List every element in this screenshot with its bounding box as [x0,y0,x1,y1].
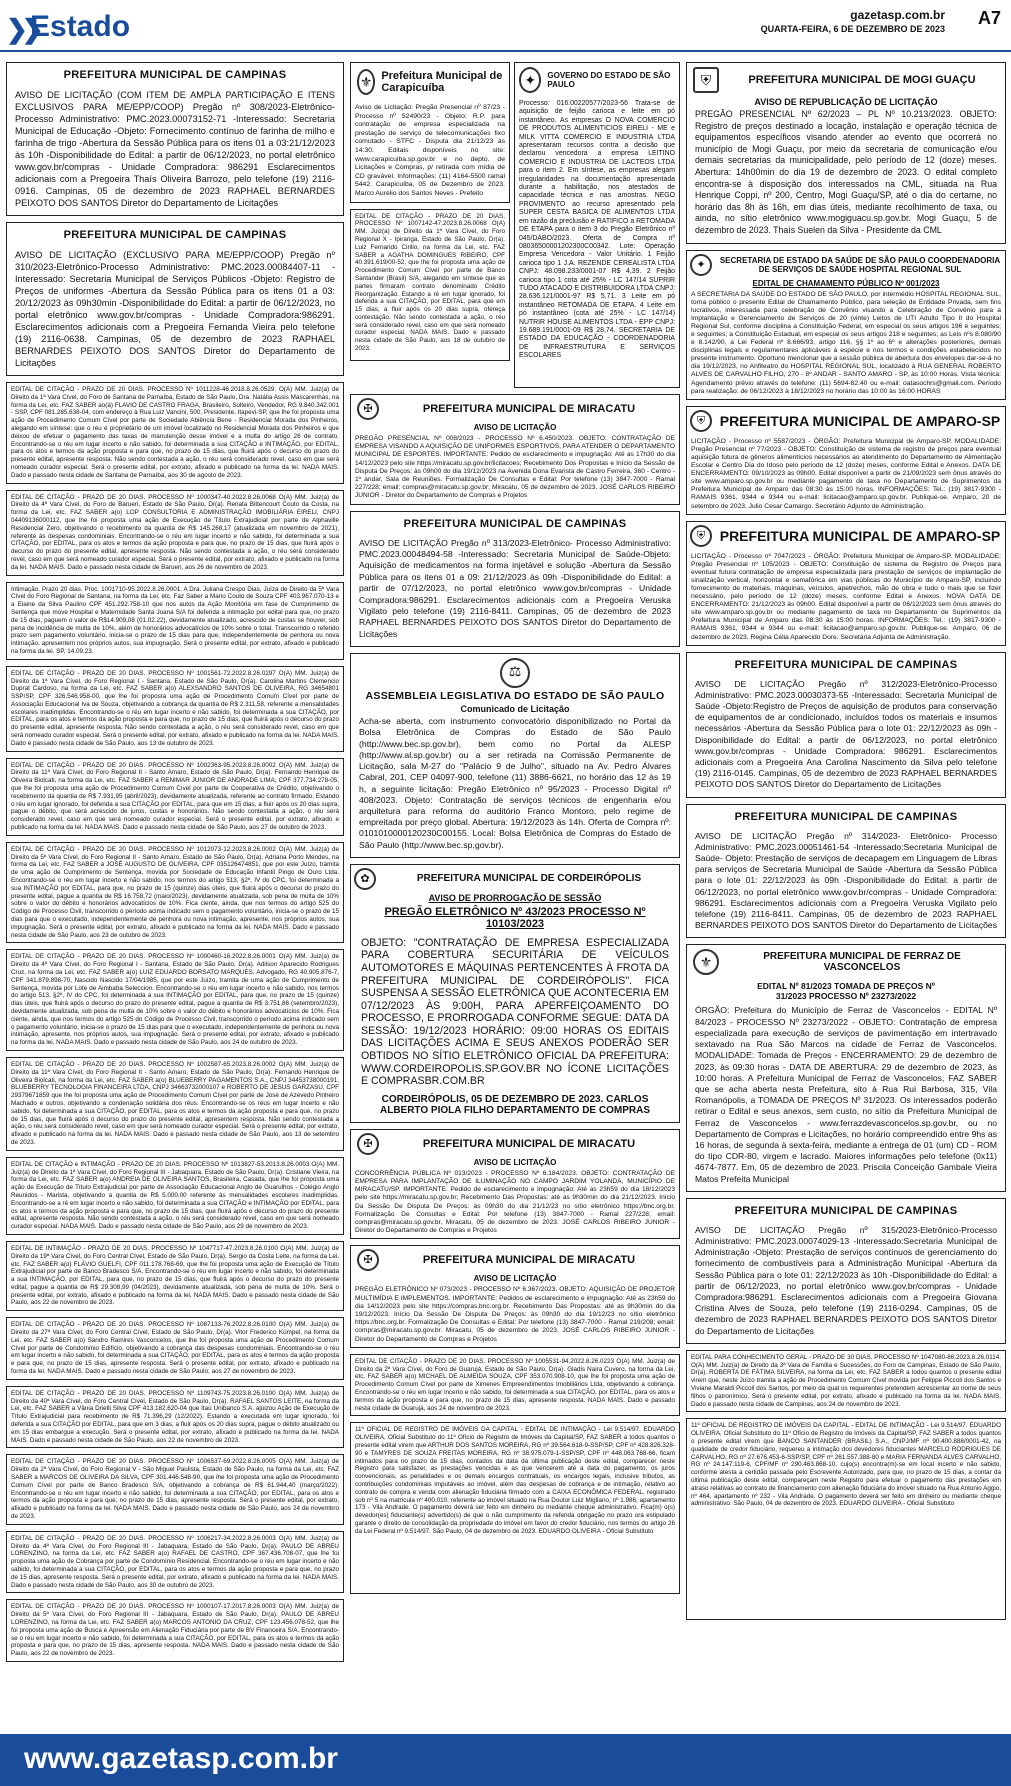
notice-title: PREFEITURA MUNICIPAL DE AMPARO-SP [719,527,1001,544]
notice-body: AVISO DE LICITAÇÃO Pregão nº 313/2023-Eletrônico- Processo Administrativo: PMC.2023.00048494-58 -Interessado: Secretaria Municipal de Saúde-Objeto: Aquisição de medicamentos na forma injetável e solução -Abertura da Sessão Pública para os itens 01 a 09: 21/12/2023 às 09h -Disponibilidade do Edital: a partir de 07/12/2023, no portal eletrônico www.gov.br/compras - Unidade Compradora:986291. Esclarecimentos adicionais com a Pregoeira Veruska Vigilato pelo telefone (19) 2116-8411. Campinas, 05 de dezembro de 2023 RAPHAEL BERNARDES PEIXOTO DOS SANTOS Diretor do Departamento de Licitações [359,537,671,639]
edital-text: Intimação. Prazo 20 dias. Proc. 1001710-95.2022.8.26.0001. A Dra. Juliana Crespo Dias, Juíza de Direito da 5ª Vara Cível do Foro Regional de Santana, na forma da Lei, etc. Faz Saber a Mario Couto de Souza CPF 403.967.070-13 e a Elaine da Silva Paulino CPF 451.292.758-10 que nos autos da Ação Monitória em fase de Cumprimento de Sentença que move Hospital e Maternidade Santa Joana S/A foi deferida a intimação por edital para que, no prazo de 15 dias, paguem o valor de R$14.909,08 (01.02.22), devidamente atualizado, acrescido de custas se houver, sob pena de incidência de multa de 10%, além de honorários advocatícios de 10% sobre o total. Transcorrido o referido prazo sem pagamento voluntário, inicia-se o prazo de 15 dias para que, independentemente de penhora ou nova intimação, apresentem nos próprios autos, sua impugnação. Será o presente edital, por extrato, afixado e publicado na forma da lei. SP, 14.09.23. [11,585,339,655]
notice-body: A SECRETARIA DA SAÚDE DO ESTADO DE SÃO PAULO, por intermédio HOSPITAL REGIONAL SUL, torna público o presente Edital de Chamamento Público, para seleção de Entidade Privada, sem fins lucrativos, interessada para celebração de Convênio visando a Celebração de Convênio para a Implantação e Gerenciamento de Serviços de 20 (vinte) Leitos de UTI Adulto Tipo II do Hospital Regional Sul, conforme disciplina a Constituição Federal, em especial os seus artigos 196 e seguintes; e seguintes; a Constituição Estadual, em especial os seus artigos 218 e seguintes; as Leis nºs 8.080/90 e 8.142/90, a Lei Federal nº 8.666/93, artigo 116, §§ 1º ao 6º e alterações posteriores, demais disciplinas legais e regulamentares aplicáveis à espécie e nos termos e condições estabelecidos no presente instrumento. Oportuno mencionar que a sessão pública de abertura dos envelopes dar-se-á no dia 19/12/2023, no Anfiteatro do HOSPITAL REGIONAL SUL, localizado à RUA GENERAL ROBERTO ALVES DE CARVALHO FILHO, 270 - 8º ANDAR - SANTO AMARO - SP, às 10:00 Horas. Vista técnica: Agendamento prévio através do telefone: (11) 5694-82.40 ou e-mail: oatasochrs@gmail.com. Período para realização: de 06/12/2023 à 18/12/2023 no horário das 10:00 às 16:00 HORAS [691,290,1001,395]
ferraz-notice [686,944,1006,1191]
notice-body: Processo: 016.00220577/2023-56 Trata-se de aquisição de feijão carioca e leite em pó instantâneo. As empresas O NOVA COMERCIO DE PRODUTOS ALIMENTICIOS EIRELI - ME e MILK VITTA COMERCIO E INDUSTRIA LTDA apresentaram recursos contra a decisão que declarou vencedora a empresa LEITINO COMERCIO E INDUSTRIA DE LACTEOS LTDA para o item 2. Em síntese, as empresas alegam irregularidades na documentação apresentada durante a habilitação, nos atestados de capacidade técnica e nas amostras. NEGO PROVIMENTO ao recurso apresentado pela SUPER CESTA BASICA DE ALIMENTOS LTDA em razão da preclusão e RATIFICO a RETOMADA DE ETAPA para o item 3 do Pregão Eletrônico nº 045/DABO/2023. Oferta de Compra nº 08036500001202300C00342. Lote: Operação Empresa Vencedora - Valor Unitário. 1 Feijão carioca tipo 1 J.A. REZENDE CEREALISTA LTDA CNPJ: 48.098.233/0001-07 R$ 4,39. 2 Feijão carioca tipo 1 cota até 25% - LC 147/14 SUPRIR TUDO ATACADO E DISTRIBUIDORA LTDA CNPJ: 28.636.121/0001-97 R$ 5,71. 3 Leite em pó instantâneo RETOMADA DE ETAPA. 4 Leite em pó instantâneo (cota até 25% - LC 147/14) NUTRIR HOUSE ALIMENTOS LTDA - EPP CNPJ: 19.689.191/0001-09 R$ 28,74. SECRETARIA DE ESTADO DA EDUCAÇÃO - COORDENADORIA DE INFRAESTRUTURA E SERVIÇOS ESCOLARES [519,100,675,360]
mogi-guacu-seal-icon: ⛨ [693,67,719,93]
edital-campinas-familia [686,1350,1006,1413]
notice-title: PREFEITURA MUNICIPAL DE FERRAZ DE VASCONCELOS [763,951,961,974]
edital-block [6,758,344,836]
edital-list [6,382,344,1662]
carapicuiba-seal-icon: ⚜ [357,69,375,95]
notice-title: PREFEITURA MUNICIPAL DE CAMPINAS [734,1204,958,1217]
cordeiropolis-seal-icon: ✿ [354,868,376,890]
miracatu-notice-1 [350,394,680,505]
edital-text: EDITAL DE CITAÇÃO - PRAZO DE 20 DIAS. PROCESSO Nº 1002587-65.2023.8.26.0002 O(A) MM. Juiz(a) de Direito da 11ª Vara Cível, do Foro Regional II - Santo Amaro, Estado de São Paulo, Dr(a). Fernando Henrique de Oliveira Biolcati, na forma da Lei, etc. FAZ SABER a(o) BLUEBERRY PAGAMENTOS S.A., CNPJ 34453738000191, BLUEBERRY TECNOLOGIA FINANCEIRA LTDA, CNPJ 34663732000107 e ROBERTO DE JESUS GARZASU, CPF 29379671859 que lhe foi proposta uma ação de Procedimento Comum Cível por parte de José de Azevedo Pinheiro Machado e outros, objetivando a condenação solidária dos réus. Encontrando-se os réus em lugar incerto e não sabido, foi determinada a sua CITAÇÃO, por EDITAL, para os atos e termos da ação proposta e para que, no prazo de 15 dias, que fluirá após o decurso do prazo do presente edital, apresentem resposta. Não sendo contestada a ação, o réu será considerado revel, caso em que será nomeado curador especial. Será o presente edital, por extrato, afixado e publicado na forma da lei. NADA MAIS. Dado e passado nesta cidade de São Paulo, aos 13 de setembro de 2023. [11,1060,339,1146]
edital-carapicuiba [350,209,510,361]
edital-block [6,1454,344,1524]
notice-body: PREGÃO ELETRÔNICO Nº 073/2023 - PROCESSO Nº 6.367/2023. OBJETO: AQUISIÇÃO DE PROJETOR MULTIMÍDIA E IMPLEMENTOS. IMPORTANTE: Pedidos de esclarecimento e impugnação: Até as 23h59 do dia 14/12/2023 pelo site https://compras.bnc.org.br. Recebimento Das Propostas: até as 9h30min do dia 19/12/2023. Início Da Sessão De Disputa De Preços: às 09h30 do dia 19/12/23 no sítio eletrônico https://bnc.org.br. Formalização De Consultas e Edital: Por telefone (13) 3847-7000 - Ramal 219/208; email: compras@miracatu.sp.gov.br. Miracatu, 05 de dezembro de 2023. JOSÉ CARLOS RIBEIRO JUNIOR - Diretor do Departamento de Compras e Projetos [355,1286,675,1343]
campinas-notice-310 [6,222,344,376]
edital-text: 11º OFICIAL DE REGISTRO DE IMÓVEIS DA CAPITAL - EDITAL DE INTIMAÇÃO - Lei 9.514/97. EDUARDO OLIVEIRA, Oficial Substituto do 11º Ofício de Registro de Imóveis da Capital/SP, FAZ SABER a todos quantos o presente edital virem que BANCO SANTANDER (BRASIL) S.A., CNPJ/MF nº 90.400.888/0001-42, na qualidade de credor fiduciário, requereu a intimação dos devedores fiduciantes MARCELO RODRIGUES DE CARVALHO, RG nº 27.676.453-6-SSP/SP, CPF nº 261.557.388-80 e MARIA FERNANDA ALVES CARVALHO, RG nº 24.147.119-6, CPF/MF nº 290.463.868-10, cujo(s) encontra(m)-se em local incerto e não sabido, conforme atesta a certidão passada pelo Escrevente Autorizado, para que, no prazo de 15 dias, a contar da última publicação deste edital, compareçam neste Registro para efetuar o pagamento das prestações em atraso relativas ao contrato de financiamento com alienação fiduciária do imóvel situado na Rua Antonio Aggio, nº 464, apartamento nº 232 - Vila Andrade. O pagamento deverá ser feito em dinheiro ou mediante cheque administrativo. São Paulo, 04 de dezembro de 2023. EDUARDO OLIVEIRA - Oficial Substituto [691,1422,1001,1508]
edital-block [6,666,344,752]
notice-body: LICITAÇÃO - Processo nº 5587/2023 - ÓRGÃO: Prefeitura Municipal de Amparo-SP. MODALIDADE: Pregão Presencial nº 77/2023 - OBJETO: Constituição de sistema de registro de preços para eventual aquisição futura de gêneros alimentícios necessários ao atendimento do Departamento de Alimentação Escolar e Centro Dia do Idoso pelo período de 12 (doze) meses, conforme Edital e Anexos. DATA DE ENCERRAMENTO: 09/10/2023 às 09h00. Edital disponível a partir de 21/09/2023 sem ônus através do site www.amparo.sp.gov.br ou mediante pagamento de taxa no Departamento de Suprimentos da Prefeitura Municipal de Amparo das 08:30 às 15:00 horas. INFORMAÇÕES: Tel.: (19) 3817-9300 - RAMAIS 9361, 9344 e 9344 ou e-mail: licitacao@amparo.sp.gov.br. Publique-se. Amparo, 20 de setembro de 2023. Julio Cesar Camargo. Secretário Adjunto de Administração. [691,437,1001,510]
edital-guaruja [350,1354,680,1417]
edital-block [6,1317,344,1380]
miracatu-notice-2 [350,1129,680,1240]
notice-title: PREFEITURA MUNICIPAL DE MIRACATU [422,403,636,415]
notice-body: ÓRGÃO: Prefeitura do Município de Ferraz de Vasconcelos - EDITAL Nº 84/2023 - PROCESSO Nº 23273/2022 - OBJETO: Contratação de empresa especializada para execução de serviços de pavimentação em intertravado sextavado na Rua São Marcos na cidade de Ferraz de Vasconcelos. MODALIDADE: Tomada de Preços - ENCERRAMENTO: 29 de dezembro de 2023, às 09:30 horas - DATA DE ABERTURA: 29 de dezembro de 2023, às 10:00 horas. A Prefeitura Municipal de Ferraz de Vasconcelos, FAZ SABER que se acha aberta nesta Prefeitura, sito à Rua Rui Barbosa, 315, Vila Romanópolis, a TOMADA DE PREÇOS Nº 31/2023. Os interessados poderão retirar o Edital e seus anexos, sem custo, no sítio da Prefeitura Municipal de Ferraz de Vasconcelos - www.ferrazdevasconcelos.sp.gov.br, ou no Departamento de Compras e Licitações, no horário compreendido entre 9hs as 16 horas, de segunda à sexta-feira, mediante a entrega de 01 (um) CD - ROM do tipo CDR-80, virgem e lacrado. Maiores informações pelo telefone (0x11) 4674-7877. Em, 05 de dezembro de 2023. Priscila Conceição Gambale Vieira Matos Prefeita Municipal [695,1005,997,1184]
ferraz-seal-icon: ⚜ [693,949,719,975]
edital-block [6,1531,344,1594]
edital-text: 11º OFICIAL DE REGISTRO DE IMÓVEIS DA CAPITAL - EDITAL DE INTIMAÇÃO - Lei 9.514/97. EDUARDO OLIVEIRA, Oficial Substituto do 11º Ofício de Registro de Imóveis da Capital/SP, FAZ SABER a todos quantos o presente edital virem que ARTHUR DOS SANTOS MOREIRA, RG nº 39.564.618-9-SSP/SP, CPF nº 428.826.328-90 e TAMYRES DE SOUZA FREITAS MOREIRA, RG nº 38.975.079-1-SSP/SP, CPF nº 448.063.768-66, ficam intimados para no prazo de 15 dias, contados da data da última publicação deste edital, comparecer neste Registro para satisfazer, as prestações vencidas e as que vencerem até a data do pagamento, os juros convencionais, as penalidades e os demais encargos contratuais, os encargos legais, inclusive tributos, as contribuições condominiais imputáveis ao imóvel, além das despesas de cobrança e de intimação, relativo ao contrato de compra e venda com alienação fiduciária firmado com a CAIXA ECONÔMICA FEDERAL, registrado sob nº 5 na matrícula nº 400.010, referente ao imóvel situado na Rua Doutor Luiz Migliano, nº 1.986, apartamento 173 - Vila Andrade. O pagamento deverá ser feito em dinheiro ou mediante cheque administrativo. Fica(m) o(s) devedor(es) fiduciante(s) advertido(s) de que o não cumprimento da referida obrigação no prazo ora estipulado garante o direito de consolidação da propriedade do imóvel em favor do credor fiduciário, nos termos do artigo 26 da Lei Federal nº 9.514/97. São Paulo, 04 de dezembro de 2023. EDUARDO OLIVEIRA - Oficial Substituto [355,1426,675,1535]
saude-sp-notice [686,250,1006,400]
edital-registro-imoveis-2 [686,1418,1006,1620]
notice-subtitle: AVISO DE REPUBLICAÇÃO DE LICITAÇÃO [754,97,938,107]
notice-body: LICITAÇÃO - Processo nº 7047/2023 - ÓRGÃO: Prefeitura Municipal de Amparo-SP. MODALIDADE: Pregão Presencial nº 105/2023 - OBJETO: Constituição de sistema de Registro de Preços para eventual futura contratação de empresa especializada para prestação de serviços de implantação de sinalização vertical, horizontal e semafórica em vias públicas do Município de Amparo-SP, incluindo fornecimento de materiais, máquinas, veículos, apetrechos, mão de obra e tudo o mais que se fizer necessário, pelo período de 12 (doze) meses, conforme Edital e Anexos. NOVA DATA DE ENCERRAMENTO: 21/12/2023 às 09h00. Edital disponível a partir de 06/12/2023 sem ônus através do site www.amparo.sp.gov.br ou mediante pagamento de taxa no Departamento de Suprimentos da Prefeitura Municipal de Amparo das 08:30 às 15:00 horas. INFORMAÇÕES: Tel.: (19) 3817-9300 - RAMAIS 9361, 9344 e 9344 ou e-mail: licitacao@amparo.sp.gov.br. Publique-se. Amparo, 06 de dezembro de 2023. Regina Célia Aparecido Dore. Secretária Adjunta de Administração. [691,552,1001,641]
notice-subtitle: AVISO DE PRORROGAÇÃO DE SESSÃO [428,892,602,903]
miracatu-seal-icon: ✠ [357,398,379,420]
cordeiropolis-notice [350,864,680,1123]
page-number: A7 [977,8,1001,28]
edital-text: EDITAL DE CITAÇÃO - PRAZO DE 20 DIAS. PROCESSO Nº 1000347-40.2022.8.26.0068 O(A) MM. Juiz(a) de Direito da 4ª Vara Cível, do Foro de Barueri, Estado de São Paulo, Dr(a). Renata Bittencourt Couto da Costa, na forma da Lei, etc. FAZ SABER a(o) LOP CONSULTORIA E ADMINISTRAÇÃO IMOBILIÁRIA EIRELI, CNPJ 04409136000112, que lhe foi proposta uma ação de Execução de Título Extrajudicial por parte de Alphaville Residencial Zero, objetivando o recebimento da quantia de R$ 145.268,17 (atualizada em novembro de 2021), referente às despesas condominiais. Encontrando-se o réu em lugar incerto e não sabido, foi determinada a sua CITAÇÃO, por EDITAL, para os atos e termos da ação proposta e para que, no prazo de 15 dias, que fluirá após o decurso do prazo do presente edital, apresente resposta. Não sendo contestada a ação, o réu será considerado revel, caso em que será nomeado curador especial. Será o presente edital, por extrato, afixado e publicado na forma da lei. NADA MAIS. Dado e passado nesta cidade de Barueri, aos 26 de novembro de 2023. [11,493,339,571]
notice-body: Aviso de Licitação: Pregão Presencial nº 87/23 - Processo nº 52490/23 - Objeto: R.P. para contratação de empresa especializada na prestação de serviço de telecomunicações fixo comutado - STFC - Disputa dia 21/12/23 às 14:30. Editais disponíveis no site: www.carapicuiba.sp.gov.br e no depto. de Licitações e Compras, p/ retirada com mídia de CD gravável. Informações: (11) 4164-5500 ramal 5442. Carapicuíba, 05 de Dezembro de 2023. Marco Aurélio dos Santos Neves - Prefeito [355,104,505,197]
notice-subtitle: EDITAL DE CHAMAMENTO PÚBLICO Nº 001/2023 [752,278,940,288]
site-url[interactable]: gazetasp.com.br [850,8,945,22]
notice-body: PREGÃO PRESENCIAL Nº 62/2023 – PL Nº 10.213/2023. OBJETO: Registro de preços destinado a locação, instalação e operação técnica de equipamentos específicos visando atender ao evento que ocorrerá no município de Mogi Guaçu, por meio da secretaria de comunicação e/ou demais secretarias da municipalidade, pelo período de 12 (doze) meses. Abertura: 14h00min do dia 19 de dezembro de 2023. O edital completo encontra-se à disposição dos interessados na CML, situada na Rua Henrique Coppi, nº 200, Centro, Mogi Guaçu/SP, até o dia do certame, no horário das 8h às 16h, em dias úteis, mediante recolhimento de taxa, ou ainda, no sítio eletrônico www.mogiguacu.sp.gov.br. Mogi Guaçu, 5 de dezembro de 2023. Thaís Suelen da Silva - Presidente da CML [695,109,997,235]
masthead [0,0,1011,52]
edital-text: EDITAL DE CITAÇÃO - PRAZO DE 20 DIAS. PROCESSO Nº 1001561-72.2022.8.26.0297 O(A) MM. Juiz(a) de Direito da 1ª Vara Cível, do Foro Regional I - Santana, Estado de São Paulo, Dr(a). Carolina Martins Clemencio Duprat Cardoso, na forma da Lei, etc. FAZ SABER a(o) ALEXSANDRO SANTOS DE OLIVEIRA, RG 34654801 SSP/SP, CPF 326.546.958-00, que lhe foi proposta uma ação de Procedimento Comum Cível por parte de Associação Educacional Iva de Souza, objetivando a cobrança da quantia de R$ 2.311,58, referente a mensalidades escolares inadimplidas. Encontrando-se o réu em lugar incerto e não sabido, foi determinada a sua CITAÇÃO, por EDITAL, para os atos e termos da ação proposta e para que, no prazo de 15 dias, que fluirá após o decurso do prazo do presente edital, apresente resposta. Não sendo contestada a ação, o réu será considerado revel, caso em que será nomeado curador especial. Será o presente edital, por extrato, afixado e publicado na forma da lei. NADA MAIS. Dado e passado nesta cidade de São Paulo, aos 13 de outubro de 2023. [11,669,339,747]
footer-url[interactable]: www.gazetasp.com.br [24,1742,338,1775]
section-title: Estado [30,10,131,43]
notice-title: PREFEITURA MUNICIPAL DE CAMPINAS [63,69,287,81]
notice-heading: PREGÃO ELETRÔNICO Nº 43/2023 PROCESSO Nº 10103/2023 [384,905,646,930]
edital-text: EDITAL DE CITAÇÃO - PRAZO DE 20 DIAS. PROCESSO Nº 1109743-75.2023.8.26.0100 O(A) MM. Juiz(a) de Direito da 40ª Vara Cível, do Foro Central Cível, Estado de São Paulo, Dr(a). RAFAEL SANTOS LEITE, na forma da Lei, etc. FAZ SABER a Vânia Drielli Silva CPF 413.182.620-04 que Itaú Unibanco S.A. ajuizou Ação de Execução de Título Extrajudicial para recebimento de R$ 71.396,29 (12/2022). Estando a executada em lugar ignorado, foi deferida a sua CITAÇÃO por EDITAL, para que em 3 dias, a fluir após os 20 dias supra, pague o débito atualizado ou em 15 dias embargue a execução. Será o presente edital, por extrato, afixado e publicado na forma da lei. NADA MAIS. Dado e passado nesta cidade de São Paulo, aos 22 de novembro de 2023. [11,1389,339,1444]
edital-text: EDITAL DE CITAÇÃO - PRAZO DE 20 DIAS. PROCESSO Nº 1005531-94.2022.8.26.0223 O(A) MM. Juiz(a) de Direito da 2ª Vara Cível, do Foro de Guarujá, Estado de São Paulo, Dr(a). Gladis Naira Cuvero, na forma da Lei, etc. FAZ SABER a(o) MICHAEL DE ALMEIDA SOUZA, CPF 353.070.908-10, que lhe foi proposta uma ação de Procedimento Comum Cível por parte de Ximenes Empreendimentos Imobiliários Ltda, objetivando a cobrança. Encontrando-se o réu em lugar incerto e não sabido, foi determinada a sua CITAÇÃO, por EDITAL, para os atos e termos da ação proposta e para que, no prazo de 15 dias, apresente resposta. NADA MAIS. Dado e passado nesta cidade de Guarujá, aos 24 de novembro de 2023. [355,1357,675,1412]
campinas-notice-314 [686,804,1006,939]
amparo-seal-icon: ⛨ [690,410,712,432]
notice-body: AVISO DE LICITAÇÃO (EXCLUSIVO PARA ME/EPP/COOP) Pregão nº 310/2023-Eletrônico-Processo Administrativo: PMC.2023.00084407-11 -Interessado: Secretaria Municipal de Serviços Públicos -Objeto: Registro de Preços de uniformes -Abertura da Sessão Pública para os itens 01 a 03: 20/12/2023 às 09h30min -Disponibilidade do Edital: a partir de 06/12/2023, no portal eletrônico www.gov.br/compras - Unidade Compradora:986291. Esclarecimentos adicionais com a Pregoeira Fernanda Vieira pelo telefone (19) 2116-0638. Campinas, 05 de dezembro de 2023 RAPHAEL BERNARDES PEIXOTO DOS SANTOS Diretor do Departamento de Licitações [15,250,335,368]
alesp-seal-icon: ⚖ [500,658,530,688]
notice-subtitle: Comunicado de Licitação [460,704,570,715]
state-seal-icon: ✦ [519,67,541,93]
miracatu-seal-icon: ✠ [357,1133,379,1155]
notice-body: AVISO DE LICITAÇÃO Pregão nº 315/2023-Eletrônico-Processo Administrativo: PMC.2023.00074029-13 -Interessado:Secretaria Municipal de Administração -Objeto: Prestação de serviços contínuos de gerenciamento do fornecimento de combustíveis para a Administração Municipal -Abertura da Sessão Pública para o lote 01: 22/12/2023 às 10h -Disponibilidade do Edital: a partir de 06/12/2023, no portal eletrônico www.gov.br/compras - Unidade Compradora:986291. Esclarecimentos adicionais com a Pregoeira Giovana Cristina Alves de Souza, pelo telefone (19) 2116-0294. Campinas, 05 de dezembro de 2023 RAPHAEL BERNARDES PEIXOTO DOS SANTOS Diretor do Departamento de Licitações [695,1224,997,1336]
miracatu-notice-3 [350,1245,680,1347]
notice-title: PREFEITURA MUNICIPAL DE CAMPINAS [734,658,958,671]
notice-title: SECRETARIA DE ESTADO DA SAÚDE DE SÃO PAULO COORDENADORIA DE SERVIÇOS DE SAÚDE HOSPITAL REGIONAL SUL [719,255,1001,274]
edital-text: EDITAL DE CITAÇÃO - PRAZO DE 20 DIAS. PROCESSO Nº 1006217-34.2022.8.26.0003 O(A) MM. Juiz(a) de Direito da 4ª Vara Cível, do Foro Regional III - Jabaquara, Estado de São Paulo, Dr(a). PAULO DE ABREU LORENZINO, na forma da Lei, etc. FAZ SABER a(o) RAFAEL DE CASTRO, CPF 367.436.708-07, que lhe foi proposta uma ação de Cobrança por parte de Condomínio Residencial. Encontrando-se o réu em lugar incerto e não sabido, foi determinada a sua CITAÇÃO, por EDITAL, para os atos e termos da ação proposta e para que, no prazo de 15 dias, apresente resposta. Será o presente edital, por extrato, afixado e publicado na forma da lei. NADA MAIS. Dado e passado nesta cidade de São Paulo, aos 30 de outubro de 2023. [11,1534,339,1589]
notice-subtitle: AVISO DE LICITAÇÃO [473,423,557,432]
edital-text: EDITAL DE CITAÇÃO - PRAZO DE 20 DIAS. PROCESSO Nº 1007142-47.2023.8.26.0068 O(A) MM. Juiz(a) de Direito da 1ª Vara Cível, do Foro Regional X - Ipiranga, Estado de São Paulo, Dr(a). Luiz Fernando Cirillo, na forma da Lei, etc. FAZ SABER a AGATHA DOMINGUES RIBEIRO, CPF 40.391.619/00-52, que lhe foi proposta uma ação de Procedimento Comum Cível por parte de Banco Santander (Brasil) S/A, alegando em síntese que as partes firmaram contrato denominado Crédito Reorganização. Estando a ré em lugar ignorado, foi deferida a sua CITAÇÃO, por EDITAL, para que em 15 dias, a fluir após os 20 dias supra, ofereça contestação. Não sendo contestada a ação, o réu será considerado revel, caso em que será nomeado curador especial. NADA MAIS. Dado e passado nesta cidade de São Paulo, aos 18 de outubro de 2023. [355,212,505,353]
notice-body: OBJETO: "CONTRATAÇÃO DE EMPRESA ESPECIALIZADA PARA COBERTURA SECURITÁRIA DE VEÍCULOS AUTOMOTORES E MÁQUINAS PERTENCENTES À FROTA DA PREFEITURA MUNICIPAL DE CORDEIRÓPOLIS". FICA SUSPENSA A SESSÃO ELETRÔNICA QUE ACONTECERIA EM 07/12/2023 ÀS 9:00H, PARA APERFEIÇOAMENTO DO PROCESSO, E PRORROGADA CONFORME SEGUE: DATA DA SESSÃO: 19/12/2023 HORÁRIO: 09:00 HORAS OS EDITAIS DAS LICITAÇÕES ACIMA E SEUS ANEXOS PODERÃO SER OBTIDOS NO SÍTIO ELETRÔNICO OFICIAL DA PREFEITURA: WWW.CORDEIROPOLIS.SP.GOV.BR NO ÍCONE LICITAÇÕES E COMPRASBR.COM.BR [361,936,669,1088]
notice-body: PREGÃO PRESENCIAL Nº 008/2023 - PROCESSO Nº 6.450/2023. OBJETO: CONTRATAÇÃO DE EMPRESA VISANDO A AQUISIÇÃO DE UNIFORMES ESPORTIVOS, PARA ATENDER O DEPARTAMENTO MUNICIPAL DE ESPORTES. IMPORTANTE: Pedido de esclarecimento e impugnação: Até as 17h30 do dia 14/12/2023 pelo site https://miracatu.sp.gov.br/licitacoes; Recebimento Dos Propostas e Início da Sessão de Disputa De Preços: às 09h00 do dia 19/12/2023 na Avenida Dona Evarista de Castro Ferreira, 360 - Centro - 1º andar, Sala de Reuniões. Formalização De Consultas e Edital: Por telefone (13) 3847-7000 - Ramal 227/228; email: compras@miracatu.sp.gov.br; Miracatu, 05 de dezembro de 2023. JOSÉ CARLOS RIBEIRO JUNIOR - Diretor do Departamento de Compras e Projetos [355,435,675,500]
state-seal-icon: ✦ [690,254,712,276]
amparo-seal-icon: ⛨ [690,525,712,547]
edital-text: EDITAL DE CITAÇÃO - PRAZO DE 20 DIAS. PROCESSO Nº 1006537-69.2022.8.26.0005 O(A) MM. Juiz(a) de Direito da 2ª Vara Cível, do Foro Regional V - São Miguel Paulista, Estado de São Paulo, na forma da Lei, etc. FAZ SABER a MARCOS DE OLIVEIRA DA SILVA, CPF 301.446.548-90, que lhe foi proposta uma ação de Procedimento Comum Cível por parte de Banco Bradesco S/A, objetivando a cobrança de R$ 61.944,40 (março/2022). Encontrando-se o réu em lugar incerto e não sabido, foi determinada a sua CITAÇÃO, por EDITAL, para os atos e termos da ação proposta e para que, no prazo de 15 dias, apresente resposta. Será o presente edital, por extrato, afixado e publicado na forma da lei. NADA MAIS. Dado e passado nesta cidade de São Paulo, aos 24 de novembro de 2023. [11,1458,339,1521]
edital-text: EDITAL DE CITAÇÃO e INTIMAÇÃO - PRAZO DE 20 DIAS. PROCESSO Nº 1013827-53.2013.8.26.0003 O(A) MM. Juiz(a) de Direito da 1ª Vara Cível, do Foro Regional III - Jabaquara, Estado de São Paulo, Dr(a). Cristiane Vieira, na forma da Lei, etc. FAZ SABER a(o) ANDREIA DE OLIVEIRA SANTOS, Brasileira, Casada, que lhe foi proposta uma ação de Execução de Título Extrajudicial por parte de Associação Educacional Anglo de Guarulhos - Colégio Anglo Reunidos - Marista, objetivando a quantia de R$ 5.000,00 referente às mensalidades escolares inadimplidas. Encontrando-se a ré em lugar incerto e não sabido, foi determinada a sua CITAÇÃO e INTIMAÇÃO por EDITAL, para os atos e termos da ação proposta e para que, no prazo de 15 dias, que fluirá após o decurso do prazo do presente edital, apresente resposta. Não sendo contestada a ação, o réu será considerado revel, caso em que será nomeado curador especial. NADA MAIS. Dado e passado nesta cidade de São Paulo, aos 29 de novembro de 2023. [11,1160,339,1231]
notice-title: PREFEITURA MUNICIPAL DE CAMPINAS [734,810,958,823]
column-middle [350,62,680,1720]
notice-subtitle: AVISO DE LICITAÇÃO [473,1157,557,1167]
mogi-guacu-notice [686,62,1006,244]
edital-text: EDITAL PARA CONHECIMENTO GERAL - PRAZO DE 30 DIAS. PROCESSO Nº 1047080-86.2023.8.26.0114. O(A) MM. Juiz(a) de Direito da 3ª Vara de Família e Sucessões, do Foro de Campinas, Estado de São Paulo, Dr(a). ROBERTA DE FÁTIMA SILVEIRA, na forma da Lei, etc. FAZ SABER a todos quantos o presente edital virem que, neste Juízo tramita a ação de Procedimento Comum Cível movida por Felippe Piccoli dos Santos e Viviane Maraldi Piccoli dos Santos, por meio da qual os requerentes pretendem acrescentar ao nome de seus filhos o patronímico. Será o presente edital, por extrato, afixado e publicado na forma da lei. NADA MAIS. Dado e passado nesta cidade de Campinas, aos 24 de novembro de 2023. [691,1353,1001,1408]
notice-heading: EDITAL Nº 81/2023 TOMADA DE PREÇOS Nº 31/2023 PROCESSO Nº 23273/2022 [757,981,935,1002]
edital-text: EDITAL DE CITAÇÃO - PRAZO DE 20 DIAS. PROCESSO Nº 1000460-16.2022.8.26.0001 O(A) MM. Juiz(a) de Direito da 4ª Vara Cível, do Foro Regional I - Santana, Estado de São Paulo, Dr(a). Adilson Aparecido Rodrigues Cruz, na forma da Lei, etc. FAZ SABER a(o) LUIZ EDUARDO BORSATO MARQUES, Advogado, RG 40.905.876-7, CPF 341.879.898-70, Nascido Nascido 17/04/1985, que por este Juízo, tramita de uma ação de Cumprimento de Sentença, movida por Lote de Aimbaba Seleccion. Encontrando-se o réu em lugar incerto e não sabido, nos termos do artigo 513, §2º, IV do CPC, foi determinada a sua INTIMAÇÃO por EDITAL, para que, no prazo de 15 (quinze) dias úteis, que fluirá após o decurso do prazo do presente edital, pague a quantia de R$ 3.751,86 (setembro/2023), devidamente atualizada, sob pena de multa de 10% sobre o valor do débito e honorários advocatícios de 10%. Fica ciente, ainda, que nos termos do artigo 525 do Código de Processo Civil, transcorrido o período acima indicado sem o pagamento voluntário, inicia-se o prazo de 15 dias para que o executado, independentemente de penhora ou nova intimação, apresente, nos próprios autos, sua impugnação. Será o presente edital, por extrato, afixado e publicado na forma da lei. NADA MAIS. Dado e passado nesta cidade de São Paulo, aos 24 de outubro de 2023. [11,953,339,1047]
edital-block [6,842,344,944]
column-right [686,62,1006,1720]
column-left [6,62,344,1720]
edital-block [6,1386,344,1449]
notice-body: CONCORRÊNCIA PÚBLICA Nº 013/2023 - PROCESSO Nº 6.184/2023. OBJETO: CONTRATAÇÃO DE EMPRESA PARA IMPLANTAÇÃO DE ILUMINAÇÃO NO CAMPO JARDIM YOLANDA, MUNICÍPIO DE MIRACATU/SP. IMPORTANTE: Pedido de esclarecimento e impugnação: Até as 23h59 do dia 18/12/2023 pelo site https://miracatu.sp.gov.br; Recebimento Das Propostas: até as 9h30min do dia 21/12/2023. Início Da Sessão De Disputa De Preços: às 09h30 do dia 21/12/23 no sítio eletrônico https://bnc.org.br. Formalização De Consultas e Edital: Por telefone (13) 3847-7000 - Ramal 227/228; email: compras@miracatu.sp.gov.br. Miracatu, 05 de dezembro de 2023. JOSÉ CARLOS RIBEIRO JUNIOR - Diretor do Departamento de Compras e Projetos [355,1169,675,1235]
governo-sp-notice [514,62,680,388]
notice-title: PREFEITURA MUNICIPAL DE MIRACATU [422,1254,636,1267]
footer-banner [0,1734,1011,1786]
carapicuiba-notice [350,62,510,203]
notice-title: ASSEMBLEIA LEGISLATIVA DO ESTADO DE SÃO PAULO [365,690,665,703]
notice-body: AVISO DE LICITAÇÃO Pregão nº 314/2023- Eletrônico- Processo Administrativo: PMC.2023.00051461-54 -Interessado:Secretaria Municipal de Saúde- Objeto: Prestação de serviços de decapagem em Linguagem de Libras para serviços de Secretaria Municipal de Saúde -Abertura da Sessão Pública para o lote 01: 22/12/2023 às 09h -Disponibilidade do Edital: a partir de 06/12/2023, no portal eletrônico www.gov.br/compras - Unidade Compradora: 986291. Esclarecimentos adicionais com a Pregoeira Veruska Vigilato pelo telefone (19) 2116-8411. Campinas, 05 de dezembro de 2023 RAPHAEL BERNARDES PEIXOTO DOS SANTOS Diretor do Departamento de Licitações [695,830,998,931]
edital-text: EDITAL DE CITAÇÃO - PRAZO DE 20 DIAS. PROCESSO Nº 1087133-76.2022.8.26.0100 O(A) MM. Juiz(a) de Direito da 27ª Vara Cível, do Foro Central Cível, Estado de São Paulo, Dr(a). Vitor Frederico Kümpel, na forma da Lei, etc. FAZ SABER a(o) Sandro Ramires Vasconcelos, que lhe foi proposta uma ação de Procedimento Comum Cível por parte de Condomínio Edifício, objetivando a cobrança das despesas condominiais. Encontrando-se o réu em lugar incerto e não sabido, foi determinada a sua CITAÇÃO, por EDITAL, para os atos e termos da ação proposta e para que, no prazo de 15 dias, apresente resposta. Será o presente edital, por extrato, afixado e publicado na forma da lei. NADA MAIS. Dado e passado nesta cidade de São Paulo, aos 27 de novembro de 2023. [11,1321,339,1376]
edital-block [6,1057,344,1151]
edital-block [6,490,344,576]
notice-title: PREFEITURA MUNICIPAL DE CAMPINAS [403,517,627,530]
notice-body: AVISO DE LICITAÇÃO Pregão nº 312/2023-Eletrônico-Processo Administrativo: PMC.2023.00030373-55 -Interessado: Secretaria Municipal de Saúde -Objeto:Registro de Preços de aquisição de produtos para conservação de equipamentos de ar condicionado, incluídos todos os materiais e insumos necessários -Abertura da Sessão Pública para o lote 01: 22/12/2023 às 09h -Disponibilidade do Edital: a partir de 06/12/2023, no portal eletrônico www.gov.br/compras - Unidade Compradora: 986291. Esclarecimentos adicionais com a Pregoeira Ana Carolina Nascimento da Silva pelo telefone (19) 2116-0145. Campinas, 05 de dezembro de 2023 RAPHAEL BERNARDES PEIXOTO DOS SANTOS Diretor do Departamento de Licitações [695,678,997,790]
miracatu-seal-icon: ✠ [357,1249,379,1271]
notice-signature: CORDEIRÓPOLIS, 05 DE DEZEMBRO DE 2023. CARLOS ALBERTO PIOLA FILHO DEPARTAMENTO DE COMPRAS [379,1093,650,1116]
notice-body: AVISO DE LICITAÇÃO (COM ITEM DE AMPLA PARTICIPAÇÃO E ITENS EXCLUSIVOS PARA ME/EPP/COOP) Pregão nº 308/2023-Eletrônico-Processo Administrativo: PMC.2023.00073152-71 -Interessado: Secretaria Municipal de Educação -Objeto: Fornecimento contínuo de farinha de milho e farinha de trigo -Abertura da Sessão Pública para os itens 01 a 03:21/12/2023 às 10h -Disponibilidade do Edital: a partir de 06/12/2023, no portal eletrônico www.gov.br/compras - Unidade Compradora: 986291 Esclarecimentos adicionais com a Pregoeira Thaís Oliveira Barrozo, pelo telefone (19) 2116-0916. Campinas, 05 de dezembro de 2023 RAPHAEL BERNARDES PEIXOTO DOS SANTOS Diretor do Departamento de Licitações [15,90,335,208]
notice-title: Prefeitura Municipal de Carapicuíba [381,70,503,94]
edital-registro-imoveis-1 [350,1422,680,1594]
notice-title: PREFEITURA MUNICIPAL DE AMPARO-SP [719,412,1001,429]
notice-title: PREFEITURA MUNICIPAL DE CORDEIRÓPOLIS [416,873,642,885]
edital-text: EDITAL DE CITAÇÃO - PRAZO DE 20 DIAS. PROCESSO Nº 1002363-95.2023.8.26.0002 O(A) MM. Juiz(a) de Direito da 11ª Vara Cível, do Foro Regional II - Santo Amaro, Estado de São Paulo, Dr(a). Fernando Henrique de Oliveira Biolcati, na forma da Lei, etc. FAZ SABER a RENIMAR JUNIOR DE ANDRADE LIMA, CPF 377.734.278-05, que lhe foi proposta uma ação de Procedimento Comum Cível por parte de Cooperativa de Crédito, objetivando o recebimento da quantia de R$ 7.931,95 (abril/2023), devidamente atualizada, referente ao contrato firmado. Estando o réu em lugar ignorado, foi deferida a sua CITAÇÃO por EDITAL, para que em 15 dias, a fluir após os 20 dias supra, pague o débito, que será acrescido de juros, custas e honorários. Não sendo contestada a ação, o réu será considerado revel, caso em que será nomeado curador especial. Será o presente edital, por extrato, afixado e publicado na forma da lei. NADA MAIS. Dado e passado nesta cidade de São Paulo, aos 27 de outubro de 2023. [11,761,339,832]
edital-block [6,949,344,1051]
campinas-notice-315 [686,1198,1006,1344]
notice-title: PREFEITURA MUNICIPAL DE CAMPINAS [63,229,287,241]
notice-body: Acha-se aberta, com instrumento convocatório disponibilizado no Portal da Bolsa Eletrônica de Compras do Estado de São Paulo (http://www.bec.sp.gov.br), bem como no Portal da ALESP (http://www.al.sp.gov.br) ou a ser retirada na Comissão Permanente de Licitação, sala M-27 do "Palácio 9 de Julho", situado na Av. Pedro Álvares Cabral, 201, CEP 04097-900, telefone (11) 3886-6621, no horário das 12 às 19 h, a seguinte licitação: Pregão Eletrônico nº 95/2023 - Processo Digital nº 408/2023. Objeto: Contratação de serviços técnicos de engenharia e/ou arquitetura para reforma do auditório Franco Montoro, pelo regime de empreitada por preço global. Abertura: 19/12/2023 às 14h. Oferta de Compra nº: 0101010000120230C00155. Local: Bolsa Eletrônica de Compras do Estado de São Paulo (http://www.bec.sp.gov.br). [359,716,671,850]
edital-text: EDITAL DE INTIMAÇÃO - PRAZO DE 20 DIAS. PROCESSO Nº 1047717-47.2023.8.26.0100 O(A) MM. Juiz(a) de Direito da 19ª Vara Cível, do Foro Central Cível, Estado de São Paulo, Dr(a). Sergio da Costa Leite, na forma da Lei, etc. FAZ SABER a(o) FLÁVIO GUELFI, CPF 011.178.768-69, que lhe foi proposta uma ação de Execução de Título Extrajudicial por parte de Banco Bradesco S/A. Encontrando-se o réu em lugar incerto e não sabido, foi determinada a sua INTIMAÇÃO, por EDITAL, para que, no prazo de 15 dias, que fluirá após o decurso do prazo do presente edital, pague a quantia de R$ 29.308,99 (04/2023), devidamente atualizada, sob pena de multa de 10%. Será o presente edital, por extrato, afixado e publicado na forma da lei. NADA MAIS. Dado e passado nesta cidade de São Paulo, aos 22 de novembro de 2023. [11,1244,339,1307]
campinas-notice-313 [350,511,680,648]
chevron-logo-icon: ❯❯ [6,14,38,44]
edital-block [6,382,344,484]
campinas-notice-308 [6,62,344,216]
edital-block [6,1241,344,1311]
notice-title: PREFEITURA MUNICIPAL DE MIRACATU [422,1137,636,1150]
amparo-notice-2 [686,521,1006,646]
edital-block [6,1599,344,1662]
notice-title: PREFEITURA MUNICIPAL DE MOGI GUAÇU [748,74,976,86]
issue-date: QUARTA-FEIRA, 6 DE DEZEMBRO DE 2023 [760,24,945,34]
edital-block [6,582,344,660]
edital-block [6,1157,344,1235]
edital-text: EDITAL DE CITAÇÃO - PRAZO DE 20 DIAS. PROCESSO Nº 1000107-17.2017.8.26.0003 O(A) MM. Juiz(a) de Direito da 5ª Vara Cível, do Foro Regional III - Jabaquara, Estado de São Paulo, Dr(a). PAULO DE ABREU LORENZINO, na forma da Lei, etc. FAZ SABER a(o) MARCOS ANTONIO DA CRUZ, CPF 123.456.078-52, que lhe foi proposta uma ação de Busca e Apreensão em Alienação Fiduciária por parte de BV Financeira S/A. Encontrando-se o réu em lugar incerto e não sabido, foi determinada a sua CITAÇÃO, por EDITAL, para os atos e termos da ação proposta e para que, no prazo de 15 dias, apresente resposta. NADA MAIS. Dado e passado nesta cidade de São Paulo, aos 22 de novembro de 2023. [11,1603,339,1658]
notice-title: GOVERNO DO ESTADO DE SÃO PAULO [547,71,671,89]
amparo-notice-1 [686,406,1006,515]
notice-subtitle: AVISO DE LICITAÇÃO [473,1274,557,1284]
campinas-notice-312 [686,652,1006,798]
edital-text: EDITAL DE CITAÇÃO - PRAZO DE 20 DIAS. PROCESSO Nº 1012073-12.2023.8.26.0002 O(A) MM. Juiz(a) de Direito da 5ª Vara Cível, do Foro Regional II - Santo Amaro, Estado de São Paulo, Dr(a). Adriana Porto Mendes, na forma da Lei, etc. FAZ SABER a JOSÉ AUGUSTO DE OLIVEIRA, CPF 035126474851, que por este Juízo, tramita de uma ação de Cumprimento de Sentença, movida por Sociedade de Educação Infantil Pingo de Ouro Ltda. Encontrando-se o réu em lugar incerto e não sabido, nos termos do artigo 513, §2º, IV do CPC, foi determinada a sua INTIMAÇÃO por EDITAL, para que, no prazo de 15 (quinze) dias úteis, que fluirá após o decurso do prazo do presente edital, pague a quantia de R$ 16.758,72 (maio/2023), devidamente atualizada, sob pena de multa de 10% sobre o valor do débito e honorários advocatícios de 10%. Fica ciente, ainda, que nos termos do artigo 525 do Código de Processo Civil, transcorrido o período acima indicado sem o pagamento voluntário, inicia-se o prazo de 15 dias para que o executado, independentemente de penhora ou nova intimação, apresente, nos próprios autos, sua impugnação. Será o presente edital, por extrato, afixado e publicado na forma da lei. NADA MAIS. Dado e passado nesta cidade de São Paulo, aos 23 de outubro de 2023. [11,845,339,939]
edital-text: EDITAL DE CITAÇÃO - PRAZO DE 20 DIAS. PROCESSO Nº 1011228-46.2018.8.26.0529. O(A) MM. Juiz(a) de Direito da 1ª Vara Cível, do Foro de Santana de Parnaíba, Estado de São Paulo, Dra. Natália Assis Mascarenhas, na forma da Lei, etc. FAZ SABER ao(à) FLAVIO DE CASTRO FRAGA, Brasileiro, Solteiro, Vendedor, RG 9.840.342.001 - SSP, CPF 081.285.638-04, com endereço à Rua Luiz Vancini, 500, Presidente, Itapevi-SP, que lhe foi proposta uma ação de Procedimento Comum Cível por parte de Sociedade Abiência Bene - Residencial Morada dos Pinheiros, alegando em síntese: que o réu é proprietário de um imóvel localizado no Residencial Morada dos Pinheiros e que deixou de efetuar o pagamento das taxas de manutenção desse imóvel e a multa do artigo 26 de contrato. Encontrando-se o réu em lugar incerto e não sabido, foi determinada a sua CITAÇÃO e INTIMAÇÃO, por EDITAL, para os atos e termos da ação proposta e para que, no prazo de 15 dias, que fluirá após o decurso do prazo do presente edital, apresente resposta. Não sendo contestada a ação, o réu será considerado revel, caso em que será nomeado curador especial. Será o presente edital, por extrato, afixado e publicado na forma da lei. NADA MAIS. Dado e passado nesta cidade de Santana de Parnaíba, aos 30 de agosto de 2023. [11,386,339,479]
alesp-notice [350,653,680,857]
